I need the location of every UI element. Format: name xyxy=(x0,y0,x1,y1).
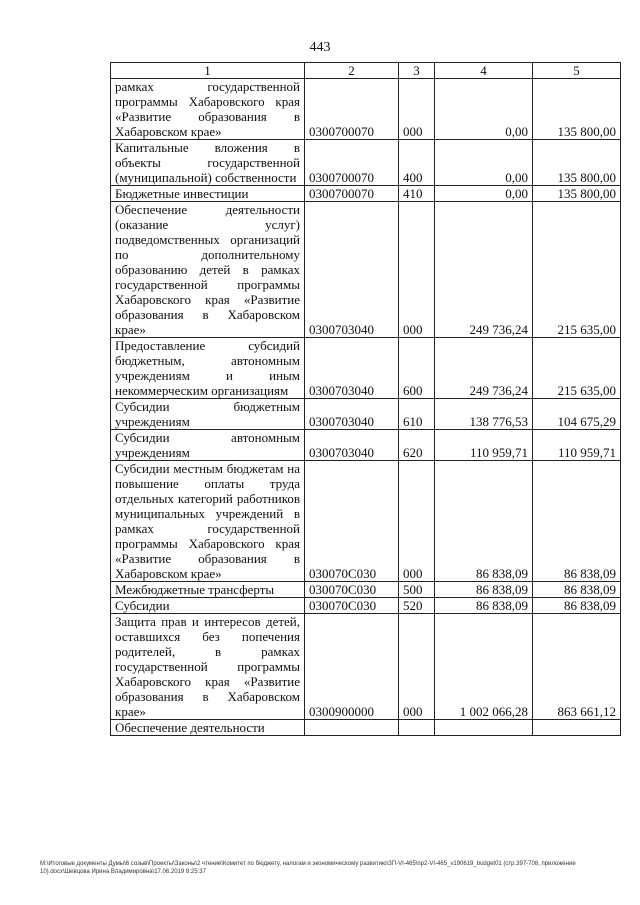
table-row xyxy=(111,186,621,202)
table-header-row xyxy=(111,63,621,79)
row-kvr: 000 xyxy=(399,614,435,720)
row-sum-2019: 1 002 066,28 xyxy=(435,614,533,720)
row-kvr: 410 xyxy=(399,186,435,202)
row-sum-2020: 86 838,09 xyxy=(533,582,621,598)
row-name: Капитальные вложения в объекты государственной (муниципальной) собственности xyxy=(111,140,305,186)
row-code: 0300700070 xyxy=(305,140,399,186)
row-kvr: 000 xyxy=(399,461,435,582)
table-row xyxy=(111,461,621,582)
row-code: 0300703040 xyxy=(305,430,399,461)
row-kvr: 600 xyxy=(399,338,435,399)
budget-table xyxy=(110,62,621,736)
row-code: 0300700070 xyxy=(305,79,399,140)
row-sum-2020 xyxy=(533,720,621,736)
row-sum-2019: 0,00 xyxy=(435,79,533,140)
row-sum-2019: 86 838,09 xyxy=(435,461,533,582)
table-row xyxy=(111,338,621,399)
row-kvr: 500 xyxy=(399,582,435,598)
row-kvr: 610 xyxy=(399,399,435,430)
row-sum-2019: 249 736,24 xyxy=(435,202,533,338)
row-name: Субсидии местным бюджетам на повышение оплаты труда отдельных категорий работников муниципальных учреждений в рамках государственной программы Хабаровского края «Развитие образования в Хабаровском крае» xyxy=(111,461,305,582)
header-col-1: 1 xyxy=(111,63,305,79)
row-name: Бюджетные инвестиции xyxy=(111,186,305,202)
row-sum-2020: 110 959,71 xyxy=(533,430,621,461)
row-code: 030070С030 xyxy=(305,582,399,598)
row-sum-2019: 0,00 xyxy=(435,186,533,202)
page-number: 443 xyxy=(309,40,331,55)
header-col-5: 5 xyxy=(533,63,621,79)
row-sum-2020: 863 661,12 xyxy=(533,614,621,720)
row-code: 0300703040 xyxy=(305,338,399,399)
row-name: Межбюджетные трансферты xyxy=(111,582,305,598)
row-sum-2020: 135 800,00 xyxy=(533,186,621,202)
row-sum-2020: 135 800,00 xyxy=(533,140,621,186)
table-row xyxy=(111,430,621,461)
row-sum-2019: 138 776,53 xyxy=(435,399,533,430)
table-row xyxy=(111,582,621,598)
row-sum-2019: 249 736,24 xyxy=(435,338,533,399)
header-col-4: 4 xyxy=(435,63,533,79)
header-col-2: 2 xyxy=(305,63,399,79)
row-code: 0300700070 xyxy=(305,186,399,202)
row-name: Субсидии xyxy=(111,598,305,614)
row-code: 030070С030 xyxy=(305,598,399,614)
row-sum-2019: 110 959,71 xyxy=(435,430,533,461)
row-kvr xyxy=(399,720,435,736)
row-sum-2019: 86 838,09 xyxy=(435,598,533,614)
row-code xyxy=(305,720,399,736)
row-name: Субсидии бюджетным учреждениям xyxy=(111,399,305,430)
table-row xyxy=(111,598,621,614)
row-code: 0300703040 xyxy=(305,202,399,338)
row-kvr: 000 xyxy=(399,202,435,338)
table-row xyxy=(111,79,621,140)
row-sum-2020: 86 838,09 xyxy=(533,598,621,614)
row-sum-2019: 86 838,09 xyxy=(435,582,533,598)
table-row xyxy=(111,399,621,430)
table-row xyxy=(111,720,621,736)
row-code: 030070С030 xyxy=(305,461,399,582)
row-name: Обеспечение деятельности xyxy=(111,720,305,736)
row-sum-2019: 0,00 xyxy=(435,140,533,186)
row-kvr: 000 xyxy=(399,79,435,140)
row-name: Обеспечение деятельности (оказание услуг) подведомственных организаций по дополнительному образованию детей в рамках государственной программы Хабаровского края «Развитие образования в Хабаровском крае» xyxy=(111,202,305,338)
row-sum-2020: 135 800,00 xyxy=(533,79,621,140)
row-sum-2020: 215 635,00 xyxy=(533,202,621,338)
row-code: 0300703040 xyxy=(305,399,399,430)
row-sum-2020: 104 675,29 xyxy=(533,399,621,430)
table-row xyxy=(111,614,621,720)
file-path-footer: M:\Итоговые документы Думы\6 созыв\Проекты\Законы\2 чтение\Комитет по бюджету, налогам и экономическому развитию\ЗП-VI-465\пр2-VI-465_v190619_budget01 (стр.397-708, приложение 10).docx\Шевцова Ирина Владимировна\17.06.2019 8:25:37 xyxy=(40,861,576,875)
row-name: Защита прав и интересов детей, оставшихся без попечения родителей, в рамках государственной программы Хабаровского края «Развитие образования в Хабаровском крае» xyxy=(111,614,305,720)
row-kvr: 620 xyxy=(399,430,435,461)
row-sum-2020: 215 635,00 xyxy=(533,338,621,399)
header-col-3: 3 xyxy=(399,63,435,79)
row-name: Субсидии автономным учреждениям xyxy=(111,430,305,461)
row-sum-2020: 86 838,09 xyxy=(533,461,621,582)
table-row xyxy=(111,140,621,186)
row-name: рамках государственной программы Хабаровского края «Развитие образования в Хабаровском крае» xyxy=(111,79,305,140)
row-kvr: 520 xyxy=(399,598,435,614)
row-code: 0300900000 xyxy=(305,614,399,720)
row-kvr: 400 xyxy=(399,140,435,186)
row-sum-2019 xyxy=(435,720,533,736)
row-name: Предоставление субсидий бюджетным, автономным учреждениям и иным некоммерческим организациям xyxy=(111,338,305,399)
table-row xyxy=(111,202,621,338)
